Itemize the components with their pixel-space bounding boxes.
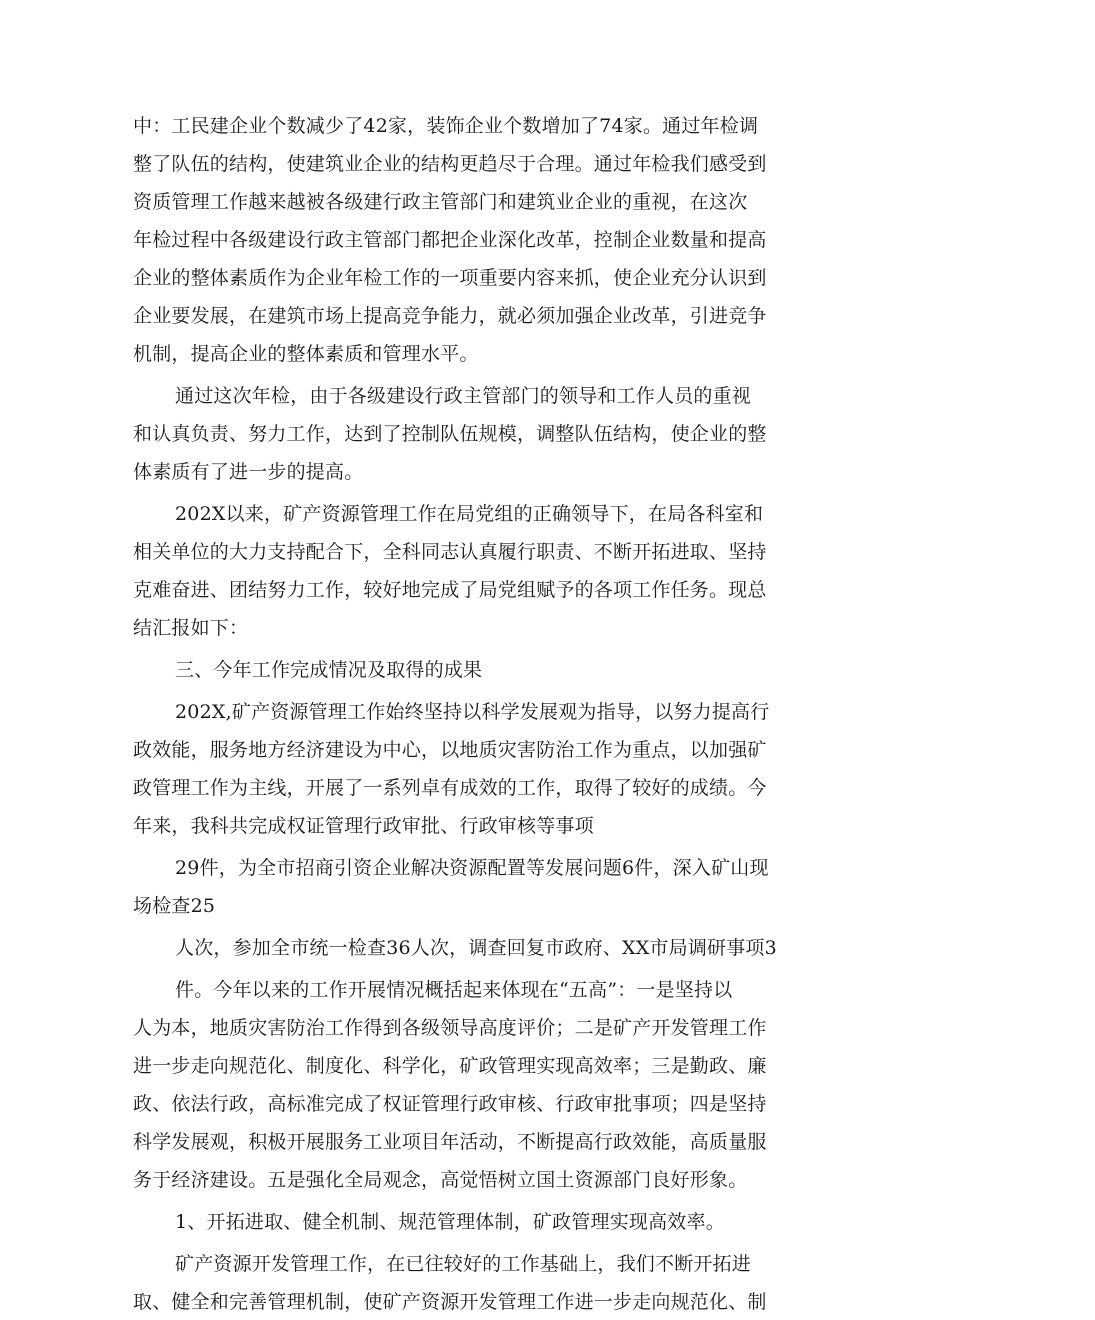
text-line: 企业的整体素质作为企业年检工作的一项重要内容来抓，使企业充分认识到 xyxy=(133,267,767,289)
text-line: 件。今年以来的工作开展情况概括起来体现在“五高”：一是坚持以 xyxy=(175,979,733,1001)
text-line: 企业要发展，在建筑市场上提高竞争能力，就必须加强企业改革，引进竞争 xyxy=(133,305,767,327)
text-line: 机制，提高企业的整体素质和管理水平。 xyxy=(133,343,479,365)
text-line: 人次，参加全市统一检查36人次，调查回复市政府、XX市局调研事项3 xyxy=(175,937,777,959)
text-line: 年检过程中各级建设行政主管部门都把企业深化改革，控制企业数量和提高 xyxy=(133,229,767,251)
text-line: 取、健全和完善管理机制，使矿产资源开发管理工作进一步走向规范化、制 xyxy=(133,1291,767,1313)
subsection-heading: 1、开拓进取、健全机制、规范管理体制，矿政管理实现高效率。 xyxy=(175,1211,725,1233)
text-line: 和认真负责、努力工作，达到了控制队伍规模，调整队伍结构，使企业的整 xyxy=(133,423,767,445)
text-line: 整了队伍的结构，使建筑业企业的结构更趋尽于合理。通过年检我们感受到 xyxy=(133,153,767,175)
text-line: 资质管理工作越来越被各级建行政主管部门和建筑业企业的重视，在这次 xyxy=(133,191,748,213)
text-line: 人为本，地质灾害防治工作得到各级领导高度评价；二是矿产开发管理工作 xyxy=(133,1017,767,1039)
text-line: 体素质有了进一步的提高。 xyxy=(133,461,364,483)
text-line: 年来，我科共完成权证管理行政审批、行政审核等事项 xyxy=(133,815,594,837)
text-line: 政、依法行政，高标准完成了权证管理行政审核、行政审批事项；四是坚持 xyxy=(133,1093,767,1115)
text-line: 矿产资源开发管理工作，在已往较好的工作基础上，我们不断开拓进 xyxy=(175,1253,752,1275)
text-line: 政效能，服务地方经济建设为中心，以地质灾害防治工作为重点，以加强矿 xyxy=(133,739,767,761)
text-line: 202X以来，矿产资源管理工作在局党组的正确领导下，在局各科室和 xyxy=(175,503,764,525)
text-line: 29件，为全市招商引资企业解决资源配置等发展问题6件，深入矿山现 xyxy=(175,857,769,879)
text-line: 进一步走向规范化、制度化、科学化，矿政管理实现高效率；三是勤政、廉 xyxy=(133,1055,767,1077)
text-line: 202X,矿产资源管理工作始终坚持以科学发展观为指导，以努力提高行 xyxy=(175,701,770,723)
text-line: 相关单位的大力支持配合下，全科同志认真履行职责、不断开拓进取、坚持 xyxy=(133,541,767,563)
section-heading: 三、今年工作完成情况及取得的成果 xyxy=(175,659,483,681)
text-line: 科学发展观，积极开展服务工业项目年活动，不断提高行政效能，高质量服 xyxy=(133,1131,767,1153)
text-line: 中：工民建企业个数减少了42家，装饰企业个数增加了74家。通过年检调 xyxy=(133,115,759,137)
text-line: 结汇报如下： xyxy=(133,617,249,639)
text-line: 务于经济建设。五是强化全局观念，高觉悟树立国土资源部门良好形象。 xyxy=(133,1169,748,1191)
text-line: 通过这次年检，由于各级建设行政主管部门的领导和工作人员的重视 xyxy=(175,385,752,407)
text-line: 政管理工作为主线，开展了一系列卓有成效的工作，取得了较好的成绩。今 xyxy=(133,777,767,799)
text-line: 场检查25 xyxy=(133,895,216,917)
text-line: 克难奋进、团结努力工作，较好地完成了局党组赋予的各项工作任务。现总 xyxy=(133,579,767,601)
